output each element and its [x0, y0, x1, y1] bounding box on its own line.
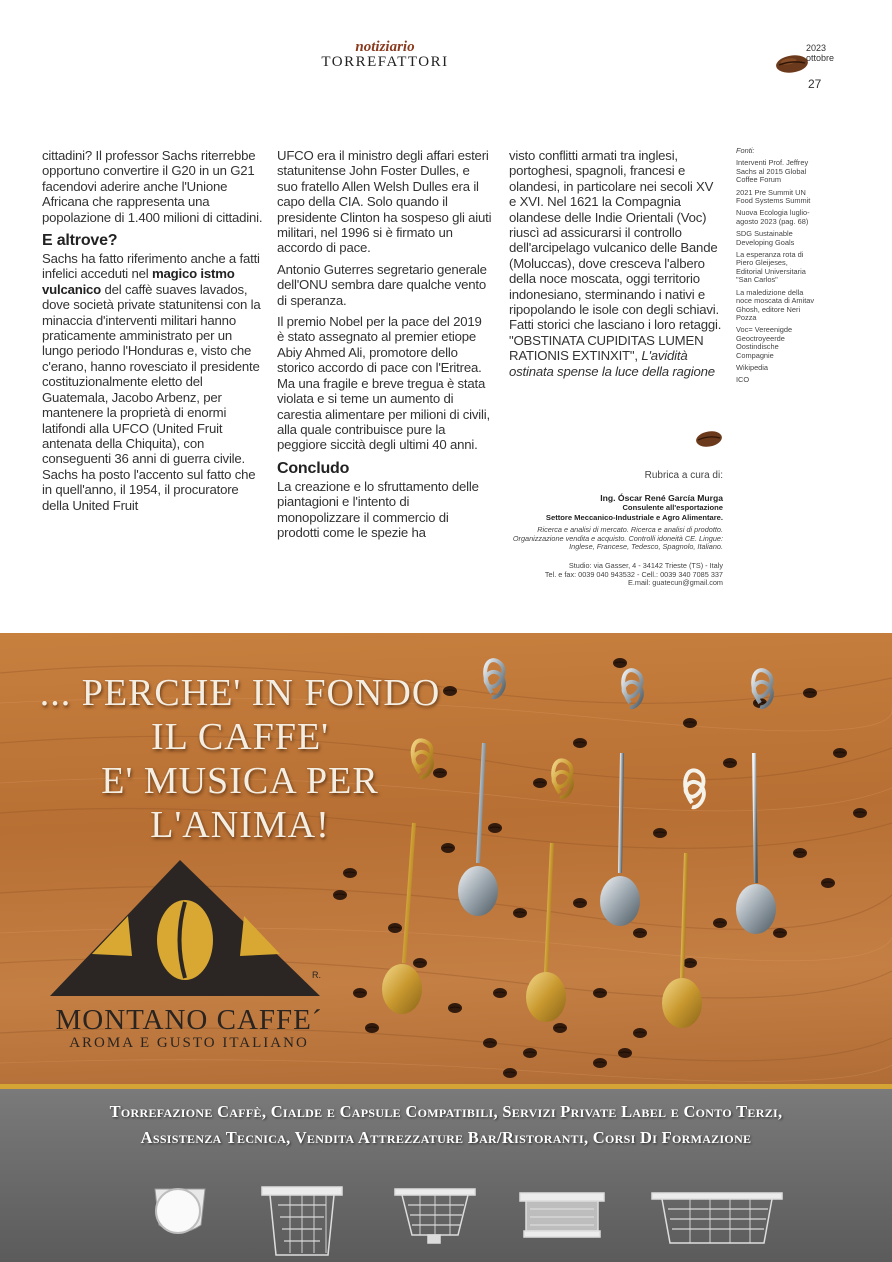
slogan-line: E' MUSICA PER [101, 760, 379, 802]
author-services: Ricerca e analisi di mercato. Ricerca e analisi di prodotto. Organizzazione vendita e acquisto. Controlli idoneità CE. Lingue: Inglese, Francese, Tedesco, Spagnolo, Italiano. [512, 525, 723, 552]
italic-quote: L'avidità ostinata spense la luce della ragione [509, 348, 715, 379]
montano-caffe-advertisement [0, 633, 892, 1262]
source-item: 2021 Pre Summit UN Food Systems Summit [736, 187, 811, 206]
brand-tagline: AROMA E GUSTO ITALIANO [69, 1035, 309, 1051]
paragraph [509, 148, 722, 379]
services-band [0, 1089, 892, 1262]
phone-line: Tel. e fax: 0039 040 943532 - Cell.: 0039 340 7085 337 [544, 569, 723, 579]
paragraph: Antonio Guterres segretario generale dell'ONU sembra dare qualche vento di speranza. [277, 261, 487, 308]
issue-year: 2023 [806, 43, 827, 53]
capsule-icon-1 [262, 1187, 342, 1255]
montano-caffe-logo [40, 858, 330, 998]
coffee-beans [333, 658, 867, 1078]
paragraph: UFCO era il ministro degli affari esteri statunitense John Foster Dulles, e suo fratello Allen Welsh Dulles era il capo della CIA. Solo quando il presidente Clinton ha sospeso gli aiuti militari, nel 1996 si è firmato un accordo di pace. [277, 148, 492, 256]
paragraph [42, 251, 264, 513]
capsule-icon-2 [395, 1189, 475, 1243]
masthead [300, 40, 470, 70]
masthead-line2: TORREFATTORI [321, 54, 449, 70]
registered-mark: R. [312, 970, 321, 980]
article-column-1 [42, 148, 264, 519]
source-item: La esperanza rota di Piero Gleijeses, Editorial Universitaria "San Carlos" [736, 250, 806, 285]
source-item: Interventi Prof. Jeffrey Sachs al 2015 Global Coffee Forum [736, 158, 809, 185]
section-heading-concludo: Concludo [277, 459, 350, 477]
slogan-line: L'ANIMA! [150, 804, 330, 846]
services-list [20, 1099, 872, 1151]
article-column-2 [277, 148, 492, 546]
paragraph: La creazione e lo sfruttamento delle piantagioni e l'intento di monopolizzare il commercio di prodotti come le spezie ha [277, 478, 479, 540]
capsule-icon-4 [652, 1193, 782, 1243]
paragraph: Il premio Nobel per la pace del 2019 è stato assegnato al premier etiope Abiy Ahmed Ali, promotore dello storico accordo di pace con l'Eritrea. Ma una fragile e breve tregua è stata violata e si teme un aumento di carestia alimentare per milioni di civili, alla quale contribuisce pure la peggiore siccità degli ultimi 40 anni. [277, 314, 490, 453]
email-line: E.mail: guatecun@gmail.com [627, 578, 723, 588]
page-number: 27 [808, 77, 822, 91]
capsule-icon-3 [520, 1193, 604, 1237]
brand-title: MONTANO CAFFE´ [55, 1004, 323, 1036]
masthead-line1: notiziario [355, 39, 415, 55]
source-item: Wikipedia [736, 362, 769, 372]
source-item: Voc= Vereenigde Geoctroyeerde Oostindische Compagnie [736, 325, 793, 360]
bold-phrase: magico istmo vulcanico [42, 266, 235, 297]
issue-month: ottobre [806, 53, 835, 63]
services-line: Torrefazione Caffè, Cialde e Capsule Compatibili, Servizi Private Label e Conto Terzi, [109, 1102, 783, 1121]
section-heading-altrove: E altrove? [42, 232, 118, 250]
silver-spoon-1 [458, 660, 504, 916]
coffee-bean-icon [694, 428, 724, 448]
coffee-pod-icon [155, 1189, 205, 1233]
slogan-line: IL CAFFE' [150, 716, 330, 758]
slogan-line: ... PERCHE' IN FONDO [39, 672, 441, 714]
white-gold-spoon [662, 770, 704, 1028]
text-run: visto conflitti armati tra inglesi, portoghesi, spagnoli, francesi e olandesi, in particolare nei secoli XV e XVI. Nel 1621 la Compagnia olandese delle Indie Orientali (Voc) riuscì ad assicurarsi il controllo dell'arcipelago vulcanico delle Bande (Moluccas), dove cresceva l'albero della noce moscata, oggi territorio indonesiano, sterminando i nativi e ripopolando le isole con degli schiavi. Fatti storici che lasciano i loro retaggi. "OBSTINATA CUPIDITAS LUMEN RATIONIS EXTINXIT", [509, 148, 722, 364]
source-item: ICO [736, 375, 750, 385]
author-credits [509, 470, 723, 588]
author-sector: Settore Meccanico-Industriale e Agro Alimentare. [545, 512, 723, 522]
capsule-products-illustration [0, 1159, 892, 1259]
brand-name [44, 1005, 334, 1051]
gold-spoon-1 [382, 740, 432, 1014]
source-item: La maledizione della noce moscata di Amitav Ghosh, editore Neri Pozza [736, 287, 815, 322]
coffee-bean-icon [774, 52, 810, 74]
address-line: Studio: via Gasser, 4 - 34142 Trieste (TS) - Italy [568, 560, 723, 570]
issue-date [806, 43, 834, 63]
sources-title: Fonti: [736, 146, 755, 155]
text-run: del caffè suaves lavados, dove società private statunitensi con la minaccia d'interventi militari hanno praticamente amministrato per un lungo periodo l'Honduras e, visto che c'erano, hanno rovesciato il presidente costituzionalmente eletto del Guatemala, Jacobo Arbenz, per mantenere la proprietà di enormi latifondi alla UFCO (United Fruit antenata della Chiquita), con conseguenti 36 anni di guerra civile. Sachs ha posto l'accento sul fatto che in quell'anno, il 1954, il procuratore della United Fruit [42, 281, 261, 513]
author-role: Consulente all'esportazione [622, 503, 723, 512]
source-item: Nuova Ecologia luglio-agosto 2023 (pag. 68) [736, 208, 810, 226]
text-run: Sachs ha fatto riferimento anche a fatti infelici acceduti nel [42, 251, 260, 282]
article-column-3 [509, 148, 722, 385]
paragraph: cittadini? Il professor Sachs riterrebbe opportuno convertire il G20 in un G21 facendovi aderire anche l'Unione Africana che rappresenta una popolazione di 1.400 milioni di cittadini. [42, 148, 263, 225]
sources-sidebar [736, 147, 816, 389]
rubrica-label: Rubrica a cura di: [644, 470, 723, 481]
author-address [509, 562, 723, 588]
author-name: Ing. Óscar René García Murga [600, 493, 723, 503]
silver-spoon-3 [736, 670, 776, 934]
silver-spoon-2 [600, 670, 642, 926]
source-item: SDG Sustainable Developing Goals [736, 229, 795, 247]
services-line: Assistenza Tecnica, Vendita Attrezzature Bar/Ristoranti, Corsi Di Formazione [140, 1128, 752, 1147]
gold-spoon-2 [526, 760, 572, 1022]
